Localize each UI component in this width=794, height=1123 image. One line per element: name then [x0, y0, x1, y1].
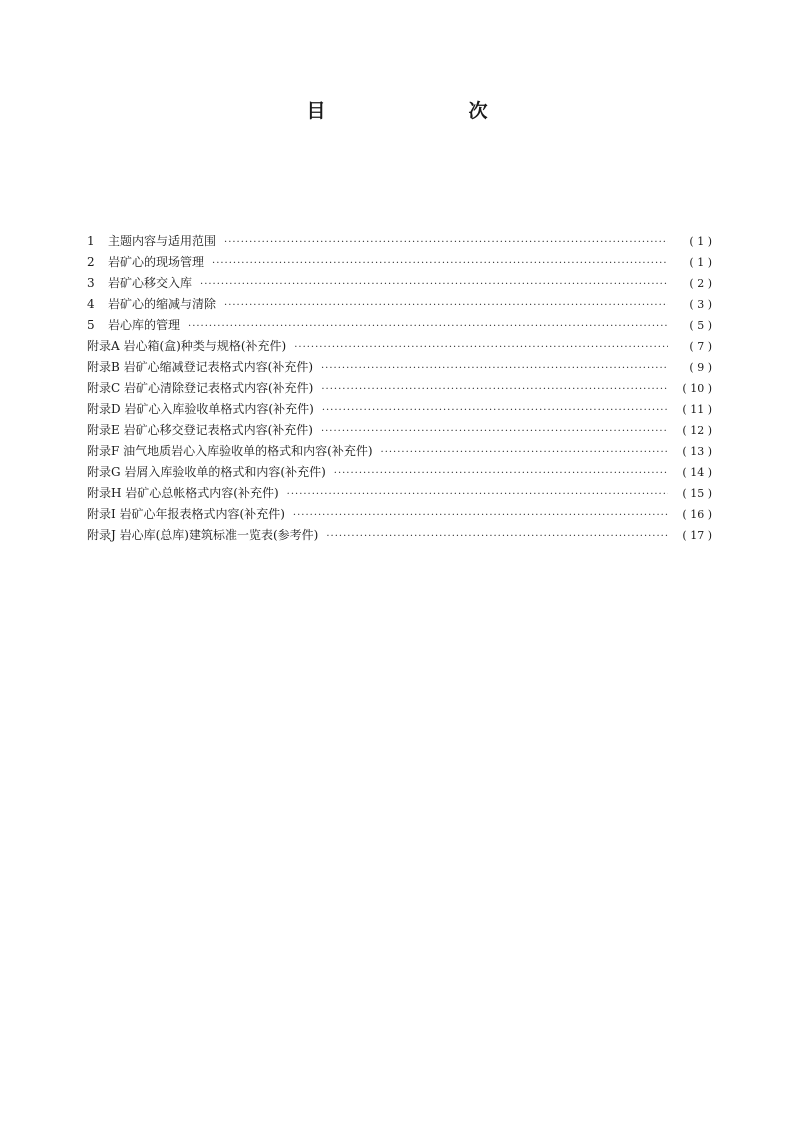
page-title: 目 次: [306, 100, 550, 122]
toc-entry-title: 附录G 岩屑入库验收单的格式和内容(补充件): [87, 465, 326, 479]
dot-leader: [321, 358, 668, 379]
toc-entry[interactable]: [87, 231, 712, 252]
toc-entry[interactable]: [87, 420, 712, 441]
dot-leader: [381, 442, 668, 463]
toc-entry-title: 附录B 岩矿心缩减登记表格式内容(补充件): [87, 360, 313, 374]
toc-entry-title: 岩矿心移交入库: [108, 276, 193, 290]
toc-entry[interactable]: [87, 336, 712, 357]
dot-leader: [212, 253, 668, 274]
toc-entry-title: 附录E 岩矿心移交登记表格式内容(补充件): [87, 423, 313, 437]
dot-leader: [334, 463, 668, 484]
toc-entry[interactable]: [87, 294, 712, 315]
dot-leader: [224, 232, 668, 253]
toc-entry[interactable]: [87, 315, 712, 336]
toc-entry-title: 附录C 岩矿心清除登记表格式内容(补充件): [87, 381, 314, 395]
toc-entry-page: ( 16 ): [682, 508, 712, 521]
dot-leader: [287, 484, 668, 505]
toc-entry-title: 主题内容与适用范围: [108, 234, 217, 248]
toc-entry[interactable]: [87, 462, 712, 483]
toc-entry[interactable]: [87, 504, 712, 525]
toc-entry-page: ( 15 ): [682, 487, 712, 500]
toc-entry-page: ( 1 ): [689, 235, 712, 248]
dot-leader: [321, 421, 668, 442]
toc-entry-page: ( 2 ): [689, 277, 712, 290]
toc-entry-title: 岩心库的管理: [108, 318, 181, 332]
toc-entry[interactable]: [87, 378, 712, 399]
toc-entry[interactable]: [87, 525, 712, 546]
dot-leader: [200, 274, 668, 295]
toc-entry-page: ( 12 ): [682, 424, 712, 437]
toc-entry-number: 2: [87, 255, 95, 269]
dot-leader: [322, 400, 668, 421]
toc-entry[interactable]: [87, 399, 712, 420]
toc-entry-title: 岩矿心的缩减与清除: [108, 297, 217, 311]
dot-leader: [294, 337, 668, 358]
toc-entry-number: 1: [87, 234, 95, 248]
dot-leader: [321, 379, 668, 400]
dot-leader: [188, 316, 668, 337]
dot-leader: [326, 526, 668, 547]
toc-entry-title: 岩矿心的现场管理: [108, 255, 205, 269]
table-of-contents: [87, 231, 712, 546]
toc-entry-title: 附录D 岩矿心入库验收单格式内容(补充件): [87, 402, 314, 416]
dot-leader: [224, 295, 668, 316]
toc-entry-page: ( 17 ): [682, 529, 712, 542]
toc-entry-page: ( 1 ): [689, 256, 712, 269]
toc-entry-page: ( 9 ): [689, 361, 712, 374]
toc-entry-page: ( 13 ): [682, 445, 712, 458]
toc-entry[interactable]: [87, 357, 712, 378]
toc-entry-page: ( 5 ): [689, 319, 712, 332]
toc-entry-number: 5: [87, 318, 95, 332]
toc-entry-title: 附录J 岩心库(总库)建筑标准一览表(参考件): [87, 528, 319, 542]
toc-entry[interactable]: [87, 441, 712, 462]
toc-entry-page: ( 10 ): [682, 382, 712, 395]
toc-entry-page: ( 14 ): [682, 466, 712, 479]
toc-entry-number: 4: [87, 297, 95, 311]
toc-entry-title: 附录F 油气地质岩心入库验收单的格式和内容(补充件): [87, 444, 373, 458]
toc-entry-title: 附录H 岩矿心总帐格式内容(补充件): [87, 486, 279, 500]
toc-entry-number: 3: [87, 276, 95, 290]
toc-entry-page: ( 7 ): [689, 340, 712, 353]
toc-entry-page: ( 11 ): [682, 403, 712, 416]
toc-entry-title: 附录A 岩心箱(盒)种类与规格(补充件): [87, 339, 287, 353]
toc-entry[interactable]: [87, 273, 712, 294]
toc-entry-title: 附录I 岩矿心年报表格式内容(补充件): [87, 507, 285, 521]
toc-entry-page: ( 3 ): [689, 298, 712, 311]
dot-leader: [293, 505, 668, 526]
toc-entry[interactable]: [87, 483, 712, 504]
toc-entry[interactable]: [87, 252, 712, 273]
